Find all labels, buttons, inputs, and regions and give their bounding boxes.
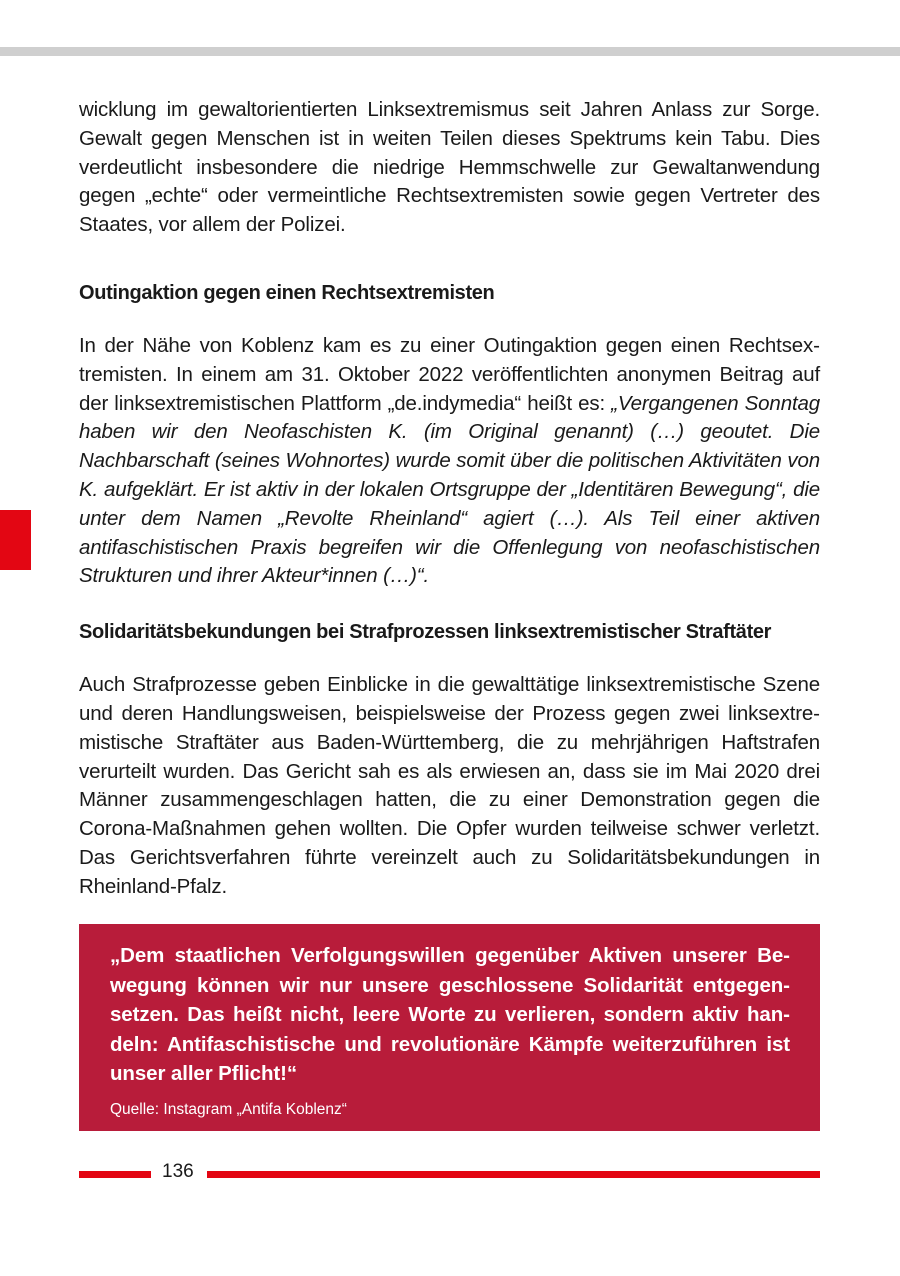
section-paragraph-outing	[79, 332, 820, 591]
chapter-side-marker	[0, 510, 31, 570]
page-content	[79, 96, 820, 902]
intro-paragraph: wicklung im gewaltorientierten Linksextremismus seit Jahren Anlass zur Sorge. Gewalt gegen Menschen ist in weiten Teilen dieses Spektrums kein Tabu. Dies verdeutlicht insbesondere die niedrige Hemmschwelle zur Gewaltanwendung gegen „echte“ oder vermeintliche Rechtsextremisten sowie gegen Vertreter des Staates, vor allem der Polizei.	[79, 98, 820, 237]
quote-box	[79, 924, 820, 1131]
outing-quote: „Vergangenen Sonntag haben wir den Neofaschisten K. (im Original genannt) (…) geoutet. Die Nachbarschaft (seines Wohnortes) wurde somit über die politischen Aktivitäten von K. aufgeklärt. Er ist aktiv in der lokalen Ortsgruppe der „Identitären Bewegung“, die unter dem Namen „Revolte Rheinland“ agiert (…). Als Teil einer aktiven antifaschistischen Praxis begreifen wir die Offenlegung von neofaschistischen Strukturen und ihrer Akteur*innen (…)“.	[79, 391, 820, 588]
section-paragraph-solidarity: Auch Strafprozesse geben Einblicke in die gewalttätige linksextremistische Szene und deren Handlungsweisen, beispielsweise der Prozess gegen zwei linksextremistische Straftäter aus Baden-Württemberg, die zu mehrjährigen Haftstrafen verurteilt wurden. Das Gericht sah es als erwiesen an, dass sie im Mai 2020 drei Männer zusammengeschlagen hatten, die zu einer Demonstration gegen die Corona-Maßnahmen gehen wollten. Die Opfer wurden teilweise schwer verletzt. Das Gerichtsverfahren führte vereinzelt auch zu Solidaritätsbekundungen in Rheinland-Pfalz.	[79, 673, 820, 898]
section-heading-solidarity: Solidaritätsbekundungen bei Strafprozessen linksextremistischer Straftäter	[79, 621, 772, 644]
section-heading-outing: Outingaktion gegen einen Rechtsextremisten	[79, 281, 495, 304]
page-number: 136	[162, 1161, 194, 1182]
quote-text: „Dem staatlichen Verfolgungswillen gegenüber Aktiven unserer Bewegung können wir nur unsere geschlossene Solidarität entgegensetzen. Das heißt nicht, leere Worte zu verlieren, sondern aktiv handeln: Antifaschistische und revolutionäre Kämpfe weiterzuführen ist unser aller Pflicht!“	[110, 944, 790, 1085]
outing-text: In der Nähe von Koblenz kam es zu einer Outingaktion gegen einen Rechtsextremisten. In einem am 31. Oktober 2022 veröffentlichten anonymen Beitrag auf der linksextremistischen Plattform „de.indymedia“ heißt es:	[79, 333, 820, 415]
footer-rule-right	[207, 1171, 820, 1178]
top-rule	[0, 47, 900, 56]
footer-rule-left	[79, 1171, 151, 1178]
quote-source: Quelle: Instagram „Antifa Koblenz“	[110, 1100, 347, 1118]
